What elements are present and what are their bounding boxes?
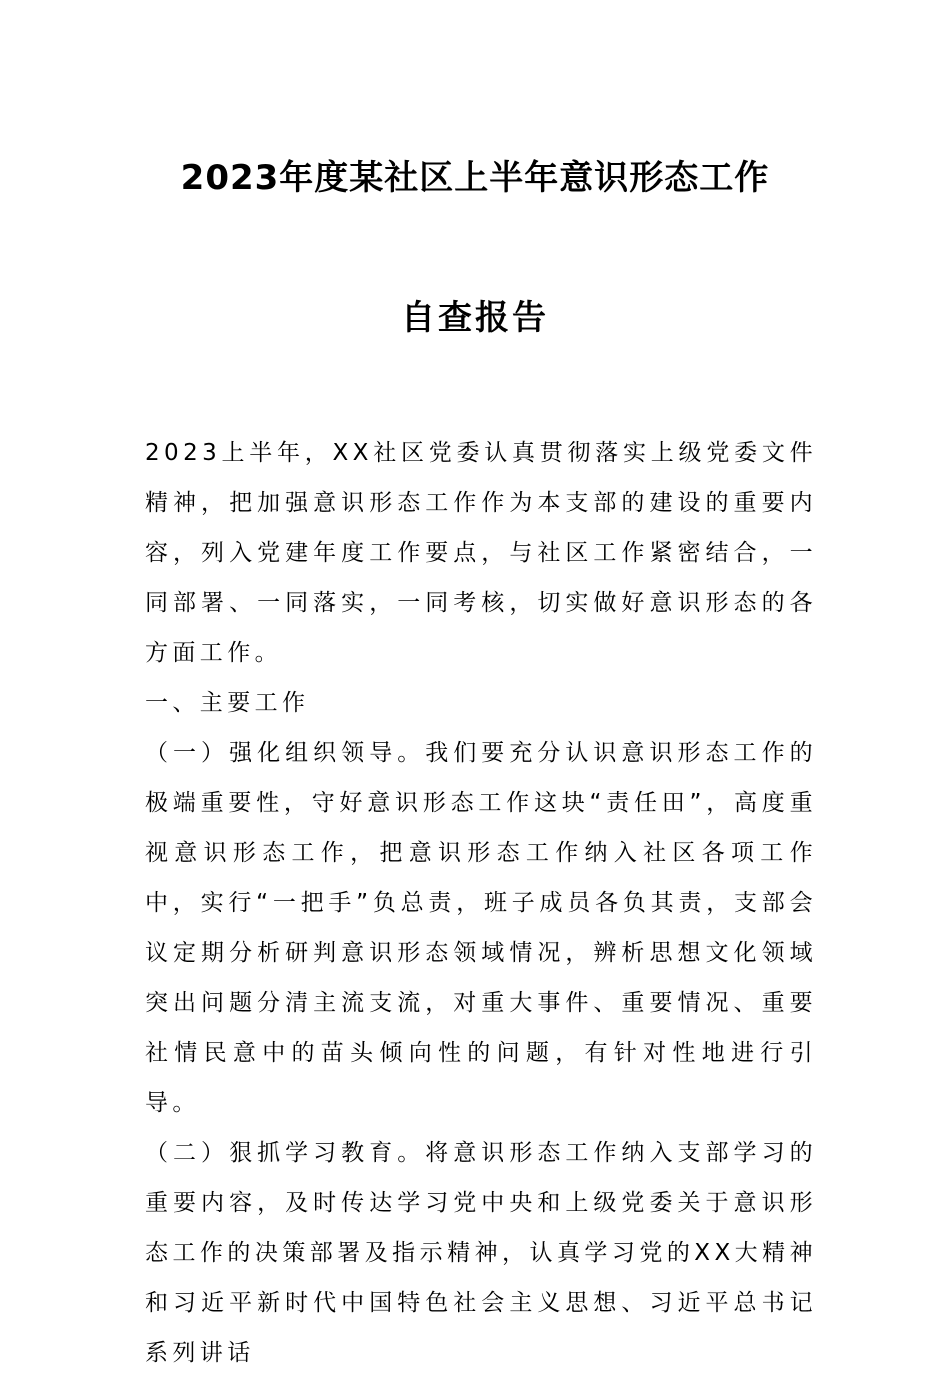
- section-heading-main-work: 一、主要工作: [145, 690, 310, 716]
- document-title-line-2: 自查报告: [401, 298, 549, 338]
- paragraph-intro: 2023上半年，XX社区党委认真贯彻落实上级党委文件精神，把加强意识形态工作作为本支部的建设的重要内容，列入党建年度工作要点，与社区工作紧密结合，一同部署、一同落实，一同考核，切实做好意识形态的各方面工作。: [145, 440, 817, 666]
- paragraph-organization-leadership: （一）强化组织领导。我们要充分认识意识形态工作的极端重要性，守好意识形态工作这块“责任田”，高度重视意识形态工作，把意识形态工作纳入社区各项工作中，实行“一把手”负总责，班子成员各负其责，支部会议定期分析研判意识形态领域情况，辨析思想文化领域突出问题分清主流支流，对重大事件、重要情况、重要社情民意中的苗头倾向性的问题，有针对性地进行引导。: [145, 740, 817, 1116]
- document-title-line-1: 2023年度某社区上半年意识形态工作: [180, 158, 770, 198]
- paragraph-study-education: （二）狠抓学习教育。将意识形态工作纳入支部学习的重要内容，及时传达学习党中央和上级党委关于意识形态工作的决策部署及指示精神，认真学习党的XX大精神和习近平新时代中国特色社会主义思想、习近平总书记系列讲话: [145, 1140, 817, 1366]
- document-body: [145, 428, 817, 1378]
